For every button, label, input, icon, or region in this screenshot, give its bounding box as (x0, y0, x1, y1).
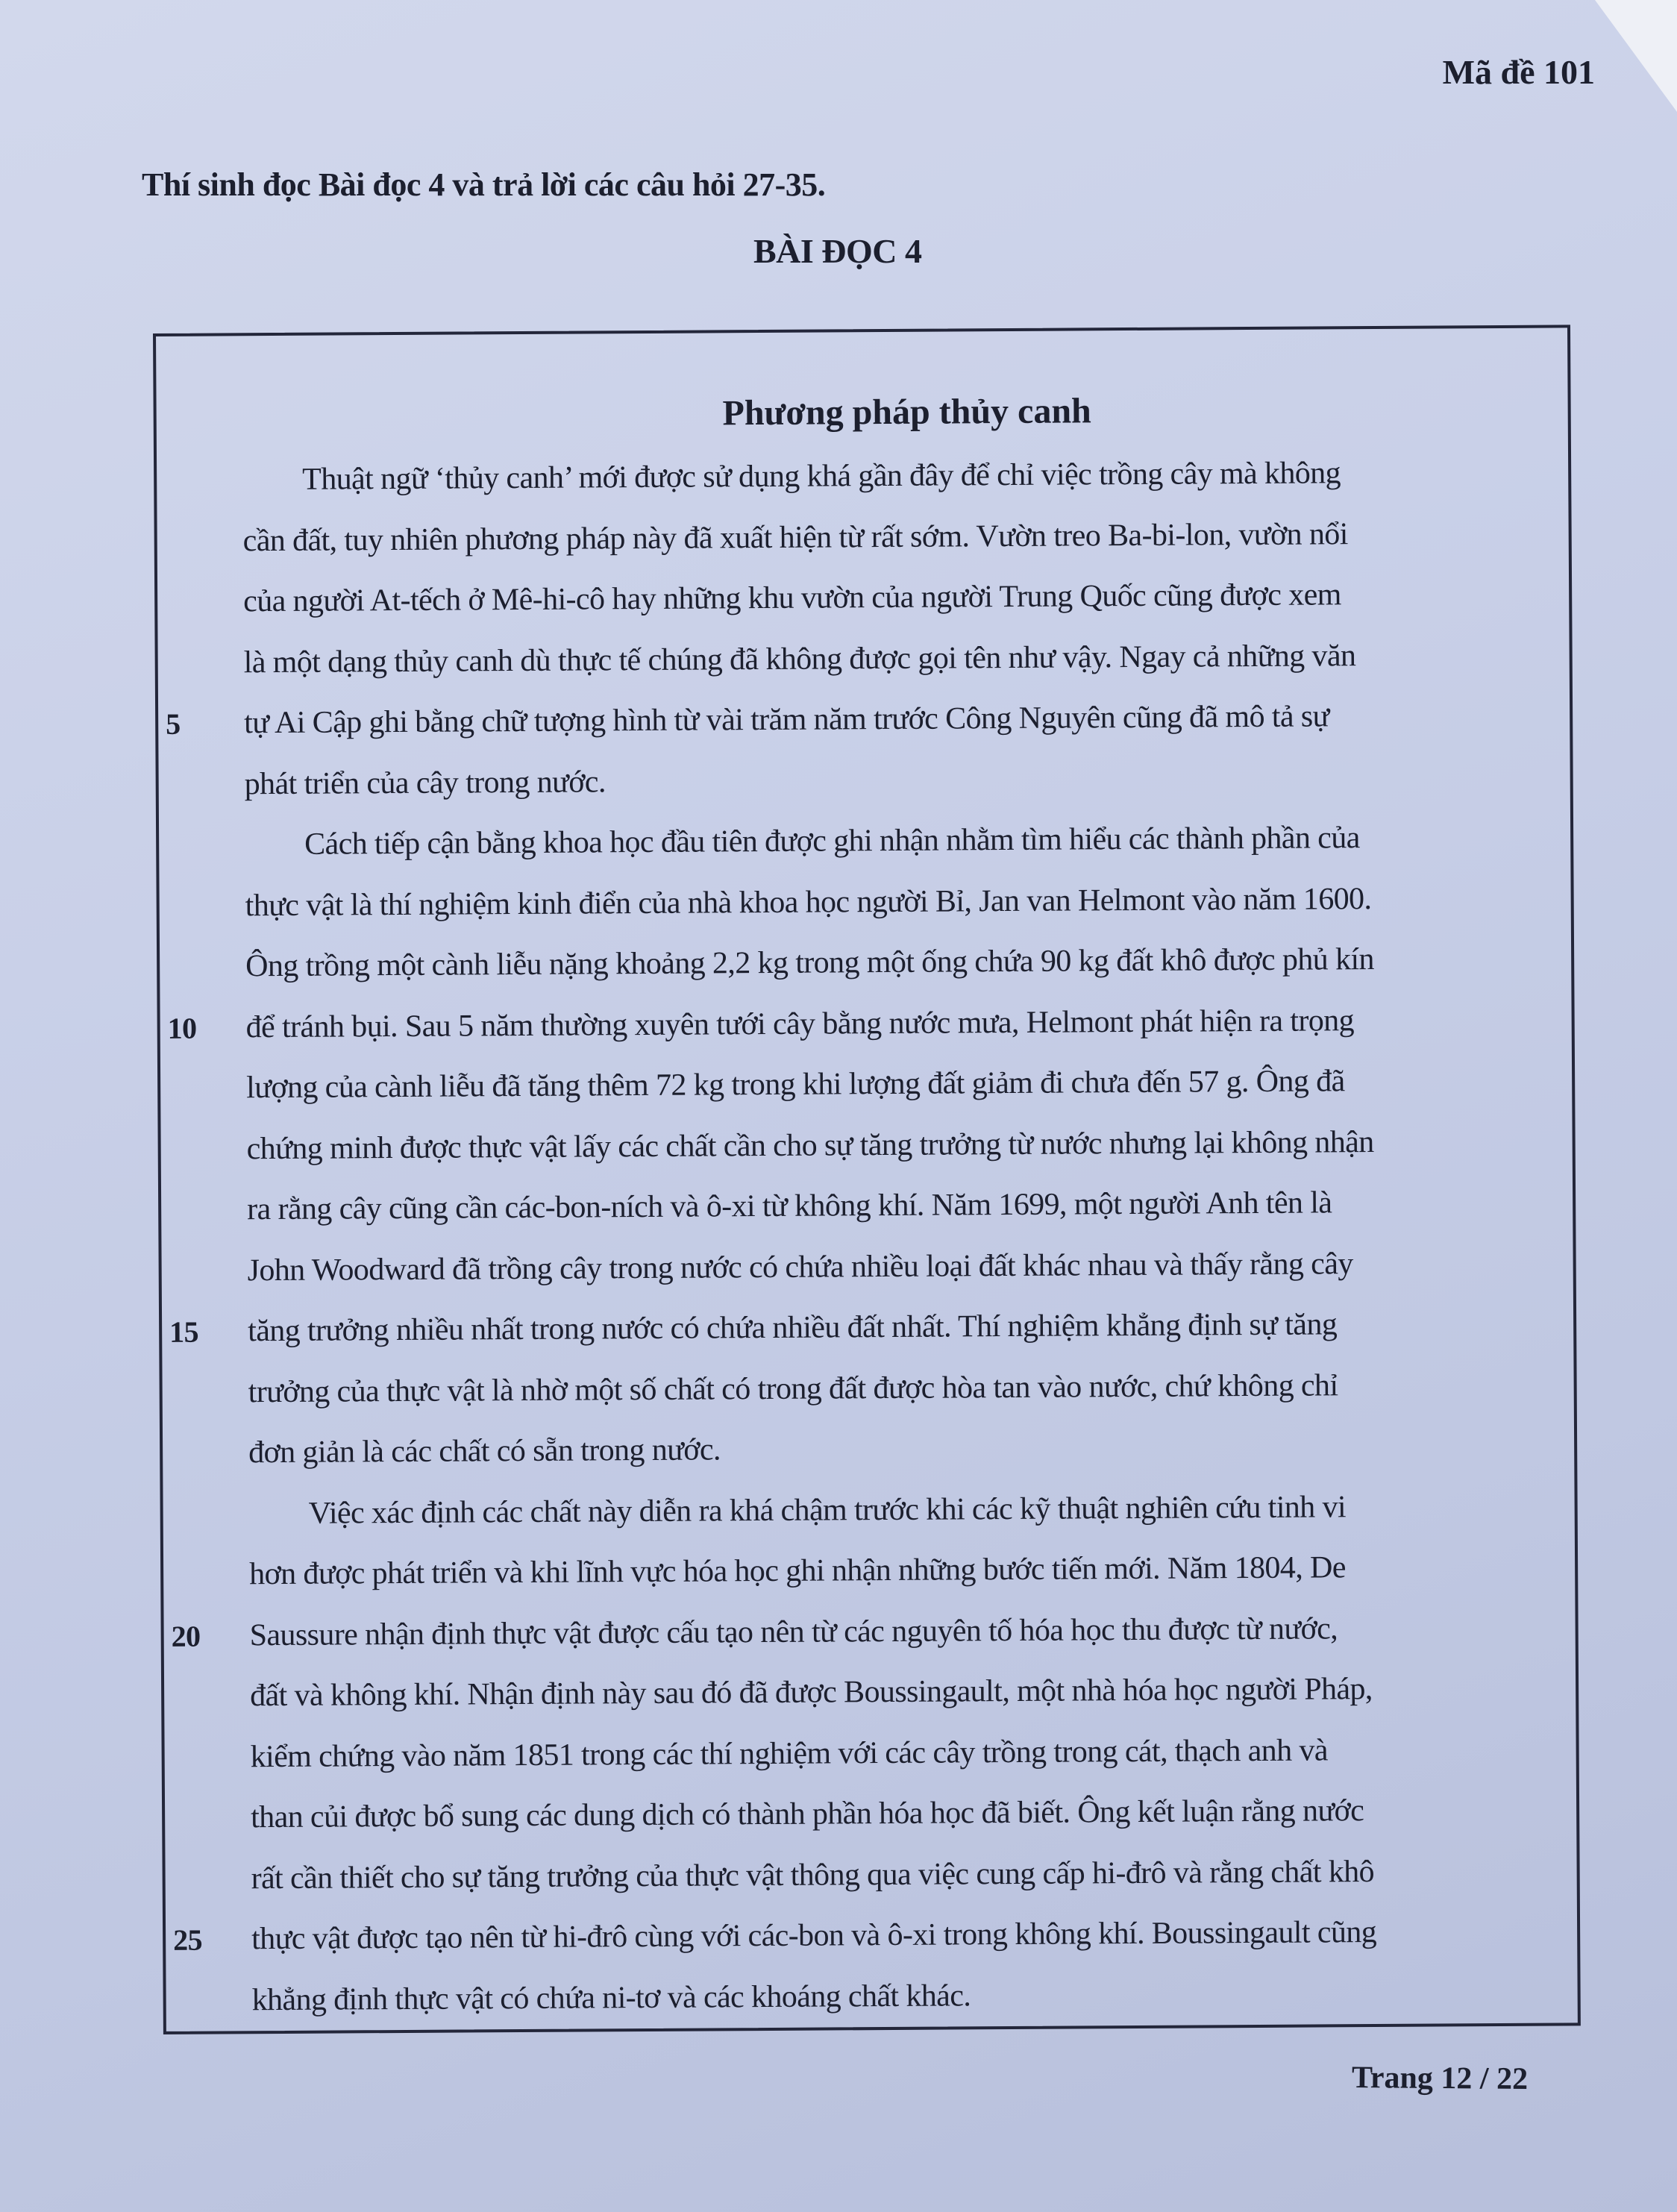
passage-line-text: tăng trưởng nhiều nhất trong nước có chứa nhiều đất nhất. Thí nghiệm khẳng định sự tăng (248, 1307, 1338, 1349)
passage-line-text: John Woodward đã trồng cây trong nước có chứa nhiều loại đất khác nhau và thấy rằng cây (247, 1246, 1353, 1288)
line-number: 5 (166, 706, 181, 741)
passage-line-text: Saussure nhận định thực vật được cấu tạo nên từ các nguyên tố hóa học thu được từ nước, (249, 1611, 1338, 1652)
passage-line (249, 1537, 1515, 1605)
passage-line-text: phát triển của cây trong nước. (244, 764, 606, 801)
passage-line (250, 1658, 1516, 1727)
passage-line (245, 929, 1511, 997)
passage-line (251, 1840, 1517, 1909)
passage-line (250, 1719, 1516, 1788)
passage-line (248, 1354, 1514, 1423)
passage-line (243, 564, 1509, 633)
passage-line-text: ra rằng cây cũng cần các-bon-ních và ô-xi từ không khí. Năm 1699, một người Anh tên là (247, 1185, 1332, 1227)
passage-line (245, 807, 1511, 876)
passage-line (251, 1780, 1517, 1849)
passage-line (246, 1111, 1512, 1179)
passage-line-text: chứng minh được thực vật lấy các chất cần cho sự tăng trưởng từ nước nhưng lại không nhận (246, 1124, 1374, 1166)
passage-line-text: Việc xác định các chất này diễn ra khá chậm trước khi các kỹ thuật nghiên cứu tinh vi (308, 1489, 1347, 1531)
passage-line (171, 1597, 1515, 1666)
passage-line-text: của người At-tếch ở Mê-hi-cô hay những khu vườn của người Trung Quốc cũng được xem (243, 577, 1341, 619)
passage-line (243, 624, 1509, 693)
line-number: 25 (173, 1923, 203, 1957)
reading-instruction: Thí sinh đọc Bài đọc 4 và trả lời các câu hỏi 27-35. (142, 166, 826, 203)
passage-line-text: kiểm chứng vào năm 1851 trong các thí nghiệm với các cây trồng trong cát, thạch anh và (250, 1732, 1329, 1774)
passage-line-text: lượng của cành liễu đã tăng thêm 72 kg trong khi lượng đất giảm đi chưa đến 57 g. Ông đã (246, 1064, 1345, 1106)
passage-line-text: trưởng của thực vật là nhờ một số chất có trong đất được hòa tan vào nước, chứ không chỉ (248, 1367, 1338, 1409)
passage-line (167, 989, 1511, 1058)
passage-line (247, 1232, 1513, 1301)
passage-line (247, 1172, 1513, 1241)
passage-line-text: khẳng định thực vật có chứa ni-tơ và các khoáng chất khác. (251, 1978, 971, 2017)
passage-line-text: hơn được phát triển và khi lĩnh vực hóa học ghi nhận những bước tiến mới. Năm 1804, De (249, 1550, 1346, 1592)
passage-line (242, 503, 1508, 571)
passage-line (169, 1294, 1514, 1362)
page-corner-fold (1595, 0, 1677, 112)
passage-line-text: Ông trồng một cành liễu nặng khoảng 2,2 kg trong một ống chứa 90 kg đất khô được phủ kín (245, 942, 1375, 984)
passage-line (242, 442, 1508, 511)
passage-line (251, 1962, 1517, 2031)
passage-line (248, 1476, 1514, 1544)
exam-code: Mã đề 101 (1442, 53, 1595, 91)
passage-line-text: rất cần thiết cho sự tăng trưởng của thực vật thông qua việc cung cấp hi-đrô và rằng chất khô (251, 1854, 1375, 1896)
passage-line-text: than củi được bổ sung các dung dịch có thành phần hóa học đã biết. Ông kết luận rằng nước (251, 1793, 1364, 1835)
passage-line (244, 746, 1510, 815)
passage-title: Phương pháp thủy canh (722, 391, 1091, 433)
section-title: BÀI ĐỌC 4 (753, 232, 922, 270)
line-number: 20 (171, 1619, 201, 1653)
page-number: Trang 12 / 22 (1351, 2060, 1529, 2097)
passage-body (157, 442, 1578, 2031)
line-number: 10 (167, 1011, 197, 1045)
passage-line-text: để tránh bụi. Sau 5 năm thường xuyên tưới cây bằng nước mưa, Helmont phát hiện ra trọng (245, 1003, 1355, 1044)
passage-line (245, 868, 1511, 936)
passage-line-text: là một dạng thủy canh dù thực tế chúng đã không được gọi tên như vậy. Ngay cả những văn (243, 638, 1356, 680)
passage-line (248, 1415, 1514, 1484)
passage-line-text: thực vật là thí nghiệm kinh điển của nhà khoa học người Bỉ, Jan van Helmont vào năm 1600. (245, 881, 1372, 923)
line-number: 15 (169, 1315, 199, 1349)
passage-line (166, 686, 1510, 754)
passage-line-text: tự Ai Cập ghi bằng chữ tượng hình từ vài trăm năm trước Công Nguyên cũng đã mô tả sự (244, 699, 1329, 741)
passage-line (173, 1902, 1517, 1970)
passage-line-text: Thuật ngữ ‘thủy canh’ mới được sử dụng khá gần đây để chỉ việc trồng cây mà không (302, 456, 1341, 497)
passage-line-text: thực vật được tạo nên từ hi-đrô cùng với các-bon và ô-xi trong không khí. Boussingault cũng (251, 1915, 1377, 1957)
passage-line-text: đất và không khí. Nhận định này sau đó đã được Boussingault, một nhà hóa học người Pháp, (250, 1672, 1373, 1714)
passage-line (246, 1050, 1512, 1119)
passage-line-text: Cách tiếp cận bằng khoa học đầu tiên được ghi nhận nhằm tìm hiểu các thành phần của (304, 821, 1360, 862)
passage-box (153, 325, 1581, 2034)
passage-line-text: cần đất, tuy nhiên phương pháp này đã xuất hiện từ rất sớm. Vườn treo Ba-bi-lon, vườn nổi (242, 516, 1348, 558)
passage-line-text: đơn giản là các chất có sẵn trong nước. (248, 1432, 721, 1470)
